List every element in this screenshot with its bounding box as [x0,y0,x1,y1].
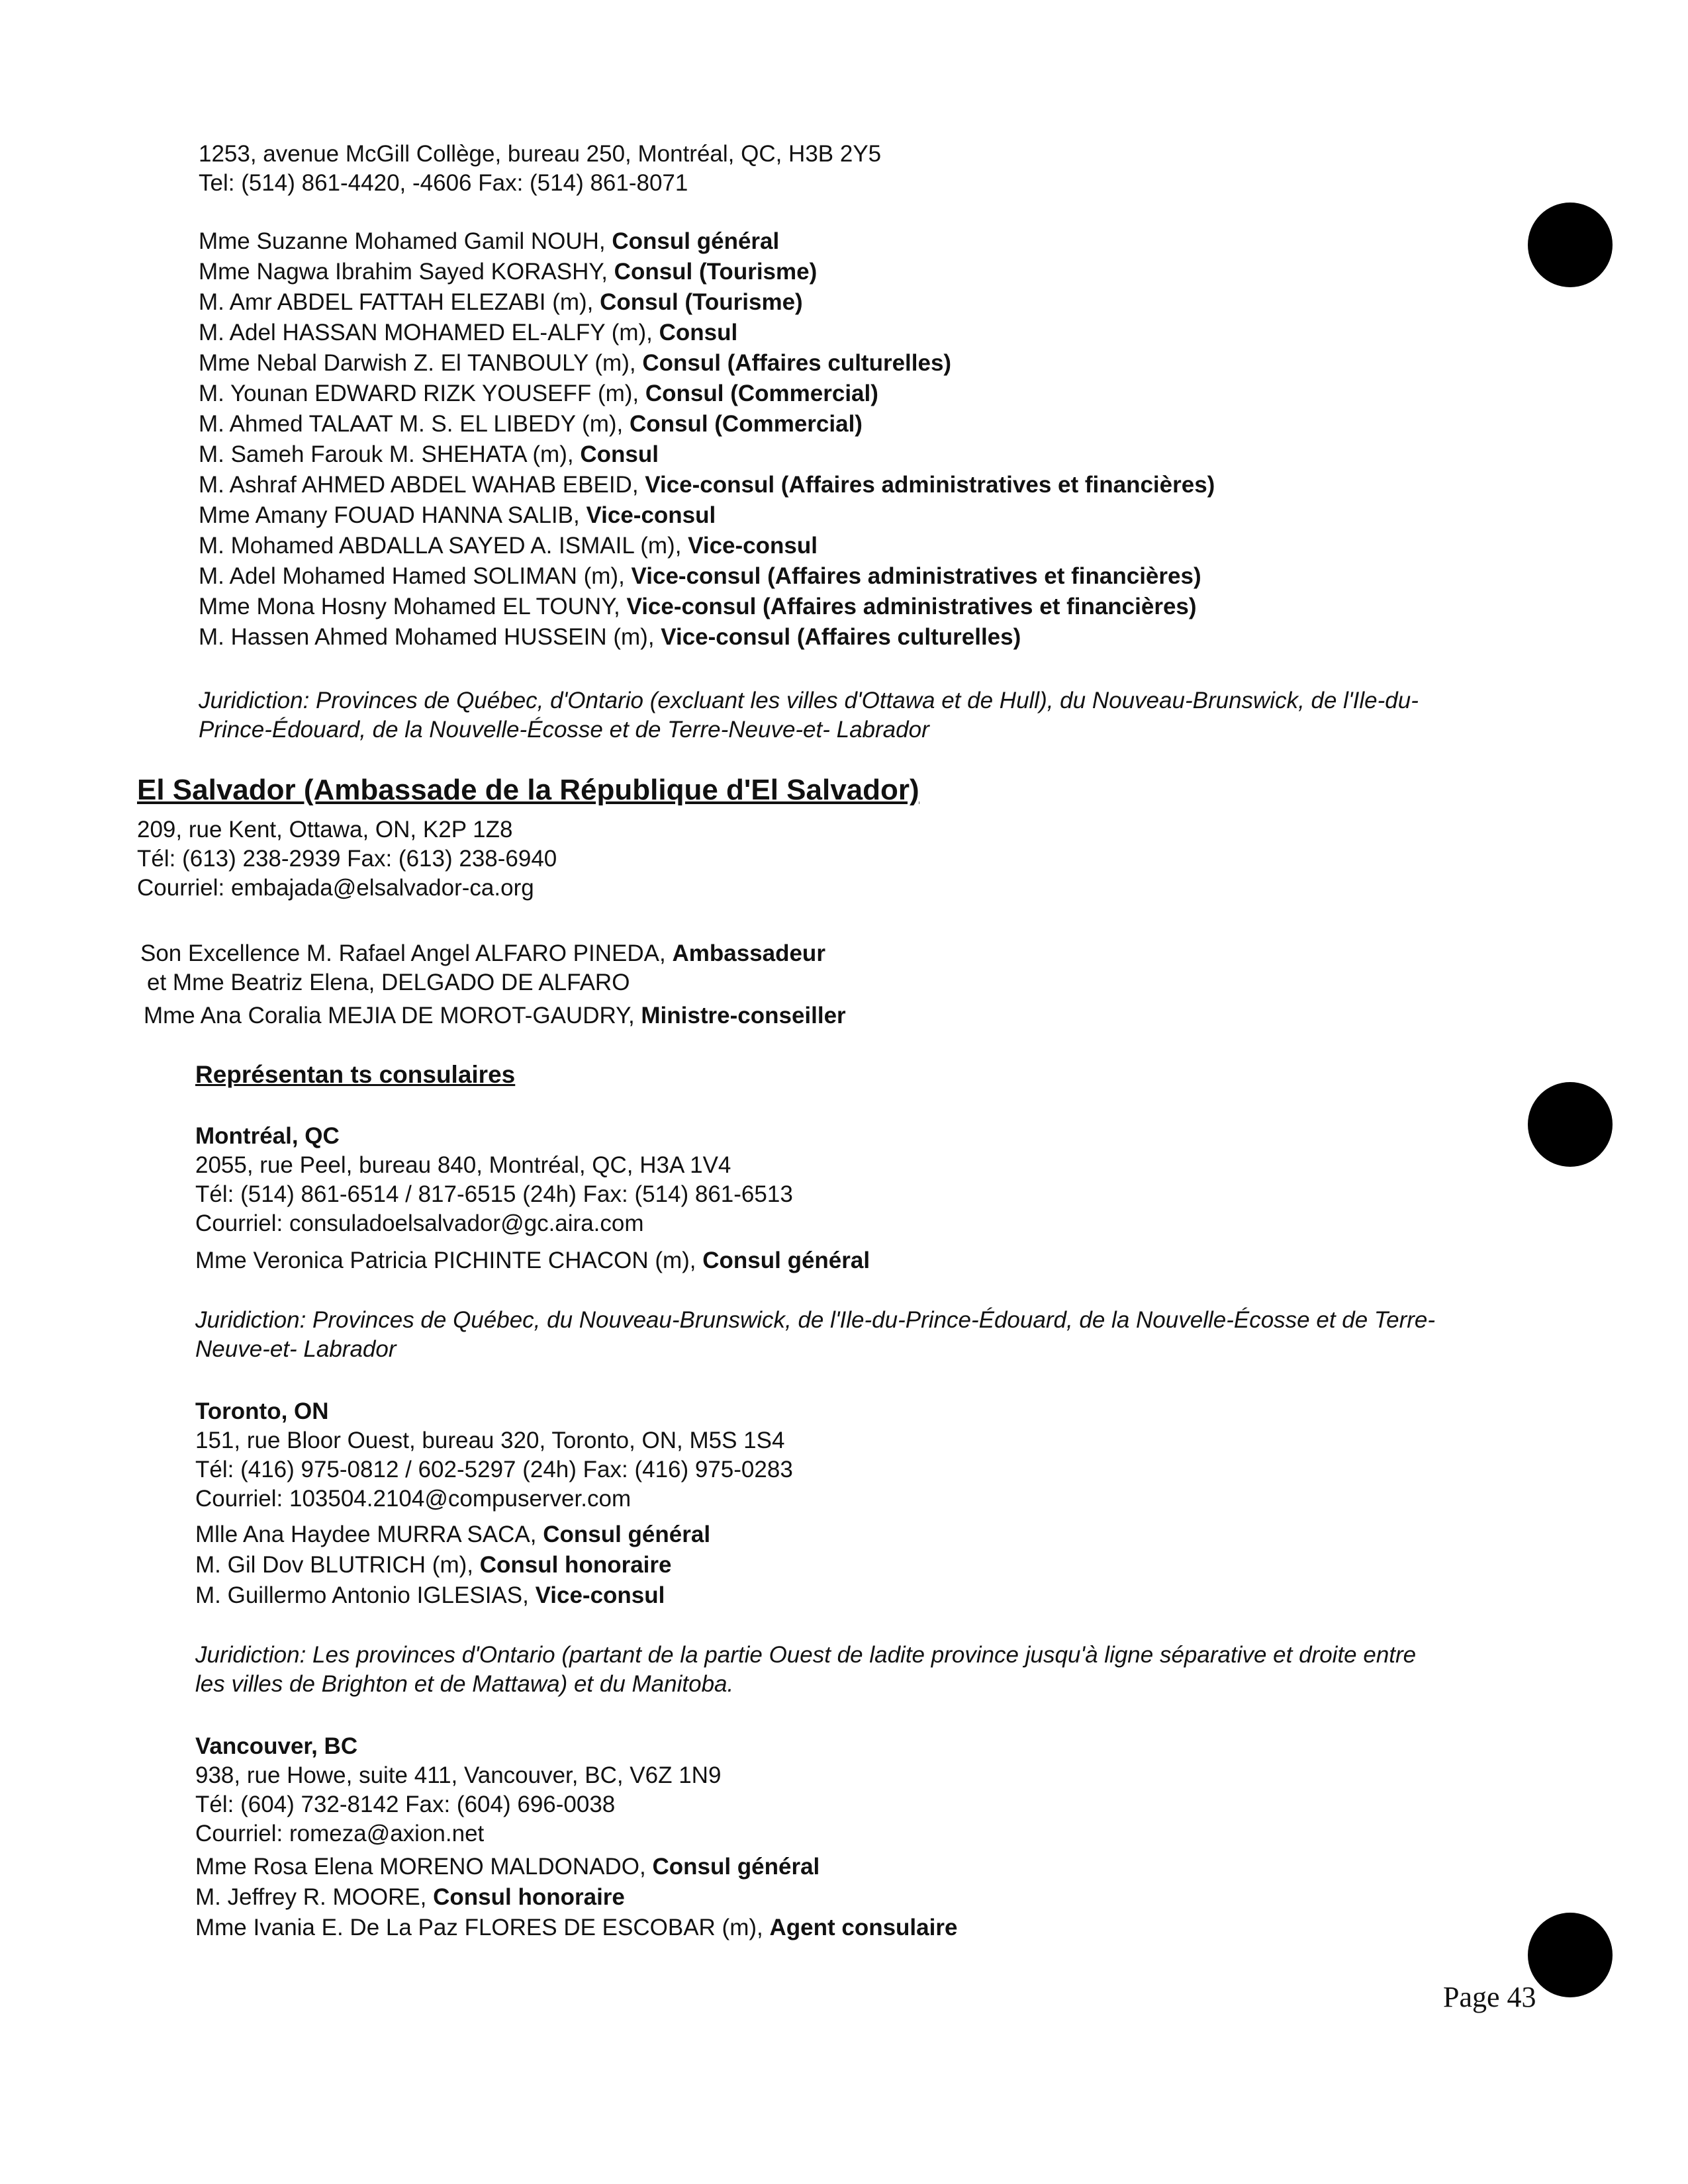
official-name: M. Jeffrey R. MOORE, [195,1884,434,1910]
consulate-address: 2055, rue Peel, bureau 840, Montréal, QC, H3A 1V4 [195,1152,731,1178]
embassy-address: 209, rue Kent, Ottawa, ON, K2P 1Z8 [137,817,513,842]
official-title: Consul (Commercial) [645,381,878,406]
ambassador-entry [140,938,825,969]
consulate-phone: Tél: (416) 975-0812 / 602-5297 (24h) Fax: (416) 975-0283 [195,1457,793,1482]
minister-entry [144,1001,846,1031]
official-title: Consul [659,320,738,345]
official-title: Consul général [702,1248,870,1273]
official-name: M. Guillermo Antonio IGLESIAS, [195,1582,536,1608]
official-entry [199,226,779,257]
official-title: Consul général [612,228,780,254]
consulate-phone: Tél: (514) 861-6514 / 817-6515 (24h) Fax: (514) 861-6513 [195,1181,793,1207]
official-entry [199,592,1197,622]
official-name: M. Hassen Ahmed Mohamed HUSSEIN (m), [199,624,661,650]
consulate-email: Courriel: romeza@axion.net [195,1821,485,1846]
official-name: Mme Veronica Patricia PICHINTE CHACON (m), [195,1248,703,1273]
ambassador-title: Ambassadeur [672,940,825,966]
official-entry [199,318,737,348]
consulate-address: 151, rue Bloor Ouest, bureau 320, Toronto, ON, M5S 1S4 [195,1428,785,1453]
official-name: Mme Mona Hosny Mohamed EL TOUNY, [199,594,627,619]
official-entry [199,470,1215,500]
official-entry [195,1882,625,1913]
address-line: 1253, avenue McGill Collège, bureau 250, Montréal, QC, H3B 2Y5 [199,141,882,167]
consulate-email: Courriel: consuladoelsalvador@gc.aira.com [195,1210,644,1236]
jurisdiction-text: Juridiction: Provinces de Québec, du Nouveau-Brunswick, de l'Ile-du-Prince-Édouard, de la Nouvelle-Écosse et de Terre- [195,1307,1435,1333]
official-entry [199,439,659,470]
official-title: Vice-consul (Affaires administratives et financières) [645,472,1215,498]
official-name: Mme Ivania E. De La Paz FLORES DE ESCOBAR (m), [195,1915,770,1940]
official-title: Agent consulaire [769,1915,958,1940]
minister-title: Ministre-conseiller [641,1003,846,1028]
city-heading-vancouver: Vancouver, BC [195,1733,358,1759]
city-heading-montreal: Montréal, QC [195,1123,340,1149]
official-title: Consul (Commercial) [629,411,863,437]
official-entry [195,1913,957,1943]
official-entry [199,500,716,531]
official-entry [199,348,951,379]
official-title: Vice-consul [535,1582,665,1608]
official-name: Mme Nebal Darwish Z. El TANBOULY (m), [199,350,643,376]
official-name: M. Younan EDWARD RIZK YOUSEFF (m), [199,381,645,406]
official-name: M. Adel Mohamed Hamed SOLIMAN (m), [199,563,632,589]
official-title: Consul général [652,1854,820,1880]
city-heading-toronto: Toronto, ON [195,1398,329,1424]
official-name: M. Ahmed TALAAT M. S. EL LIBEDY (m), [199,411,630,437]
official-title: Consul général [543,1522,711,1547]
official-name: Mme Amany FOUAD HANNA SALIB, [199,502,586,528]
official-name: M. Sameh Farouk M. SHEHATA (m), [199,441,581,467]
official-entry [195,1550,671,1580]
jurisdiction-text: Prince-Édouard, de la Nouvelle-Écosse et de Terre-Neuve-et- Labrador [199,717,929,743]
official-title: Consul (Tourisme) [614,259,818,285]
consulate-address: 938, rue Howe, suite 411, Vancouver, BC, V6Z 1N9 [195,1762,722,1788]
official-name: M. Mohamed ABDALLA SAYED A. ISMAIL (m), [199,533,688,559]
consular-heading: Représentan ts consulaires [195,1061,516,1088]
official-entry [199,561,1201,592]
country-heading: El Salvador (Ambassade de la République d'El Salvador) [137,774,919,806]
jurisdiction-text: Juridiction: Provinces de Québec, d'Ontario (excluant les villes d'Ottawa et de Hull), du Nouveau-Brunswick, de l'Ile-du- [199,688,1419,713]
official-name: M. Amr ABDEL FATTAH ELEZABI (m), [199,289,600,315]
official-name: M. Ashraf AHMED ABDEL WAHAB EBEID, [199,472,645,498]
official-title: Consul [580,441,659,467]
official-entry [195,1580,665,1611]
embassy-email: Courriel: embajada@elsalvador-ca.org [137,875,534,901]
official-title: Consul (Affaires culturelles) [642,350,952,376]
official-title: Consul honoraire [433,1884,625,1910]
official-title: Vice-consul [586,502,716,528]
official-entry [199,531,818,561]
official-entry [199,287,803,318]
punch-hole [1528,1082,1613,1167]
jurisdiction-text: Juridiction: Les provinces d'Ontario (partant de la partie Ouest de ladite province jusqu'à ligne séparative et droite entre [195,1642,1417,1668]
official-entry [199,622,1021,653]
official-name: Mme Nagwa Ibrahim Sayed KORASHY, [199,259,614,285]
official-title: Vice-consul [688,533,818,559]
official-entry [199,379,878,409]
official-entry [195,1246,870,1276]
official-title: Consul honoraire [479,1552,672,1578]
page-number: Page 43 [1443,1981,1536,2013]
consulate-email: Courriel: 103504.2104@compuserver.com [195,1486,632,1512]
official-entry [195,1520,710,1550]
punch-hole [1528,1913,1613,1997]
official-name: Mme Rosa Elena MORENO MALDONADO, [195,1854,653,1880]
ambassador-name: Son Excellence M. Rafael Angel ALFARO PINEDA, [140,940,673,966]
ambassador-spouse: et Mme Beatriz Elena, DELGADO DE ALFARO [147,970,630,995]
jurisdiction-text: Neuve-et- Labrador [195,1336,397,1362]
official-title: Consul (Tourisme) [600,289,803,315]
consulate-phone: Tél: (604) 732-8142 Fax: (604) 696-0038 [195,1792,616,1817]
official-title: Vice-consul (Affaires administratives et financières) [631,563,1201,589]
official-name: M. Adel HASSAN MOHAMED EL-ALFY (m), [199,320,659,345]
official-title: Vice-consul (Affaires culturelles) [661,624,1021,650]
official-entry [199,409,863,439]
phone-line: Tel: (514) 861-4420, -4606 Fax: (514) 861-8071 [199,170,688,196]
official-name: Mlle Ana Haydee MURRA SACA, [195,1522,543,1547]
minister-name: Mme Ana Coralia MEJIA DE MOROT-GAUDRY, [144,1003,641,1028]
jurisdiction-text: les villes de Brighton et de Mattawa) et du Manitoba. [195,1671,734,1697]
official-name: Mme Suzanne Mohamed Gamil NOUH, [199,228,612,254]
official-name: M. Gil Dov BLUTRICH (m), [195,1552,480,1578]
official-entry [199,257,817,287]
embassy-phone: Tél: (613) 238-2939 Fax: (613) 238-6940 [137,846,557,872]
official-entry [195,1852,820,1882]
official-title: Vice-consul (Affaires administratives et financières) [626,594,1197,619]
punch-hole [1528,203,1613,287]
